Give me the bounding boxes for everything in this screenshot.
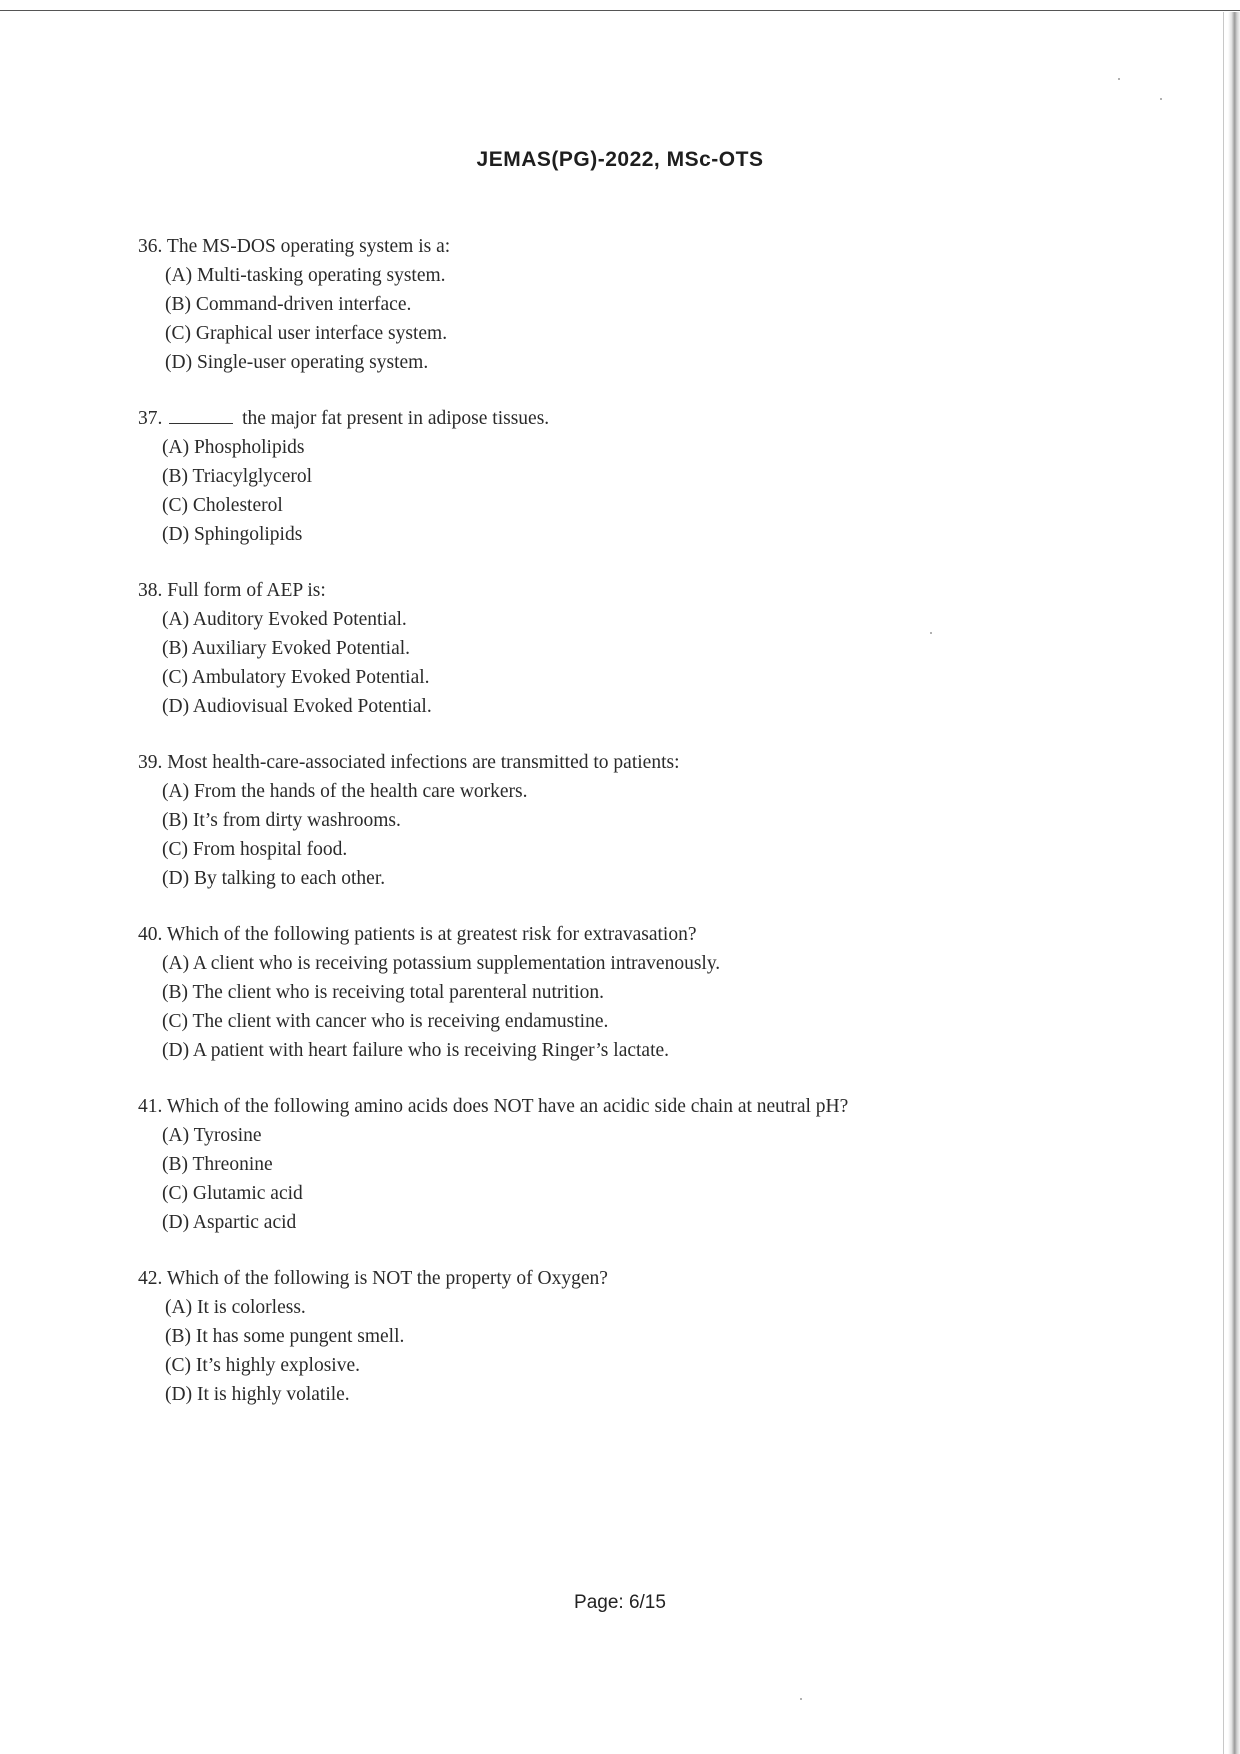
option-list bbox=[138, 605, 1158, 721]
option-d: (D) Audiovisual Evoked Potential. bbox=[162, 696, 432, 717]
scan-speck bbox=[1118, 78, 1120, 80]
question-text: Which of the following patients is at greatest risk for extravasation? bbox=[166, 924, 697, 945]
question-stem bbox=[138, 404, 1158, 433]
option-list bbox=[138, 949, 1158, 1065]
question-number: 36. bbox=[138, 236, 163, 257]
option-list bbox=[138, 433, 1158, 549]
option-b: (B) It has some pungent smell. bbox=[165, 1326, 405, 1347]
option-c: (C) From hospital food. bbox=[162, 839, 348, 860]
option-d: (D) Single-user operating system. bbox=[165, 352, 429, 373]
option-a: (A) A client who is receiving potassium supplementation intravenously. bbox=[162, 953, 721, 974]
question-number: 41. bbox=[138, 1096, 163, 1117]
option-d: (D) By talking to each other. bbox=[162, 868, 386, 889]
option-list bbox=[138, 1293, 1158, 1409]
option-c: (C) Cholesterol bbox=[162, 495, 283, 516]
option-c: (C) Glutamic acid bbox=[162, 1183, 303, 1204]
option-a: (A) Auditory Evoked Potential. bbox=[162, 609, 407, 630]
option-d: (D) Aspartic acid bbox=[162, 1212, 297, 1233]
option-c: (C) Graphical user interface system. bbox=[165, 323, 448, 344]
option-a: (A) Phospholipids bbox=[162, 437, 305, 458]
question-list bbox=[138, 232, 1158, 1436]
option-b: (B) It’s from dirty washrooms. bbox=[162, 810, 401, 831]
question-number: 40. bbox=[138, 924, 163, 945]
option-b: (B) Threonine bbox=[162, 1154, 273, 1175]
scan-speck bbox=[1160, 98, 1162, 100]
option-b: (B) Triacylglycerol bbox=[162, 466, 313, 487]
question-38 bbox=[138, 576, 1158, 721]
question-37 bbox=[138, 404, 1158, 549]
question-number: 39. bbox=[138, 752, 163, 773]
question-number: 42. bbox=[138, 1268, 163, 1289]
question-stem bbox=[138, 748, 1158, 777]
option-a: (A) Tyrosine bbox=[162, 1125, 262, 1146]
option-list bbox=[138, 777, 1158, 893]
option-c: (C) Ambulatory Evoked Potential. bbox=[162, 667, 430, 688]
option-list bbox=[138, 1121, 1158, 1237]
option-a: (A) It is colorless. bbox=[165, 1297, 306, 1318]
scan-top-border bbox=[0, 10, 1240, 11]
question-stem bbox=[138, 232, 1158, 261]
question-stem bbox=[138, 576, 1158, 605]
option-b: (B) Command-driven interface. bbox=[165, 294, 412, 315]
scan-edge-line bbox=[1223, 12, 1224, 1754]
option-b: (B) Auxiliary Evoked Potential. bbox=[162, 638, 411, 659]
question-41 bbox=[138, 1092, 1158, 1237]
question-text: The MS-DOS operating system is a: bbox=[166, 236, 451, 257]
question-text: Most health-care-associated infections are transmitted to patients: bbox=[167, 752, 680, 773]
option-d: (D) A patient with heart failure who is receiving Ringer’s lactate. bbox=[162, 1040, 670, 1061]
page-number: Page: 6/15 bbox=[574, 1592, 666, 1613]
option-b: (B) The client who is receiving total parenteral nutrition. bbox=[162, 982, 605, 1003]
question-39 bbox=[138, 748, 1158, 893]
question-text: Which of the following amino acids does NOT have an acidic side chain at neutral pH? bbox=[166, 1096, 849, 1117]
option-a: (A) From the hands of the health care workers. bbox=[162, 781, 528, 802]
scan-speck bbox=[800, 1698, 802, 1700]
fill-in-blank bbox=[169, 405, 233, 424]
option-c: (C) It’s highly explosive. bbox=[165, 1355, 360, 1376]
question-stem bbox=[138, 1264, 1158, 1293]
question-stem bbox=[138, 920, 1158, 949]
question-stem bbox=[138, 1092, 1158, 1121]
option-a: (A) Multi-tasking operating system. bbox=[165, 265, 446, 286]
document-title: JEMAS(PG)-2022, MSc-OTS bbox=[476, 148, 764, 171]
question-text: the major fat present in adipose tissues. bbox=[242, 408, 550, 429]
option-c: (C) The client with cancer who is receiving endamustine. bbox=[162, 1011, 609, 1032]
option-d: (D) Sphingolipids bbox=[162, 524, 303, 545]
question-text: Which of the following is NOT the property of Oxygen? bbox=[166, 1268, 608, 1289]
option-list bbox=[138, 261, 1158, 377]
question-42 bbox=[138, 1264, 1158, 1409]
question-text: Full form of AEP is: bbox=[167, 580, 326, 601]
question-40 bbox=[138, 920, 1158, 1065]
question-number: 37. bbox=[138, 408, 163, 429]
scan-right-edge bbox=[1228, 12, 1240, 1754]
option-d: (D) It is highly volatile. bbox=[165, 1384, 350, 1405]
question-36 bbox=[138, 232, 1158, 377]
question-number: 38. bbox=[138, 580, 163, 601]
